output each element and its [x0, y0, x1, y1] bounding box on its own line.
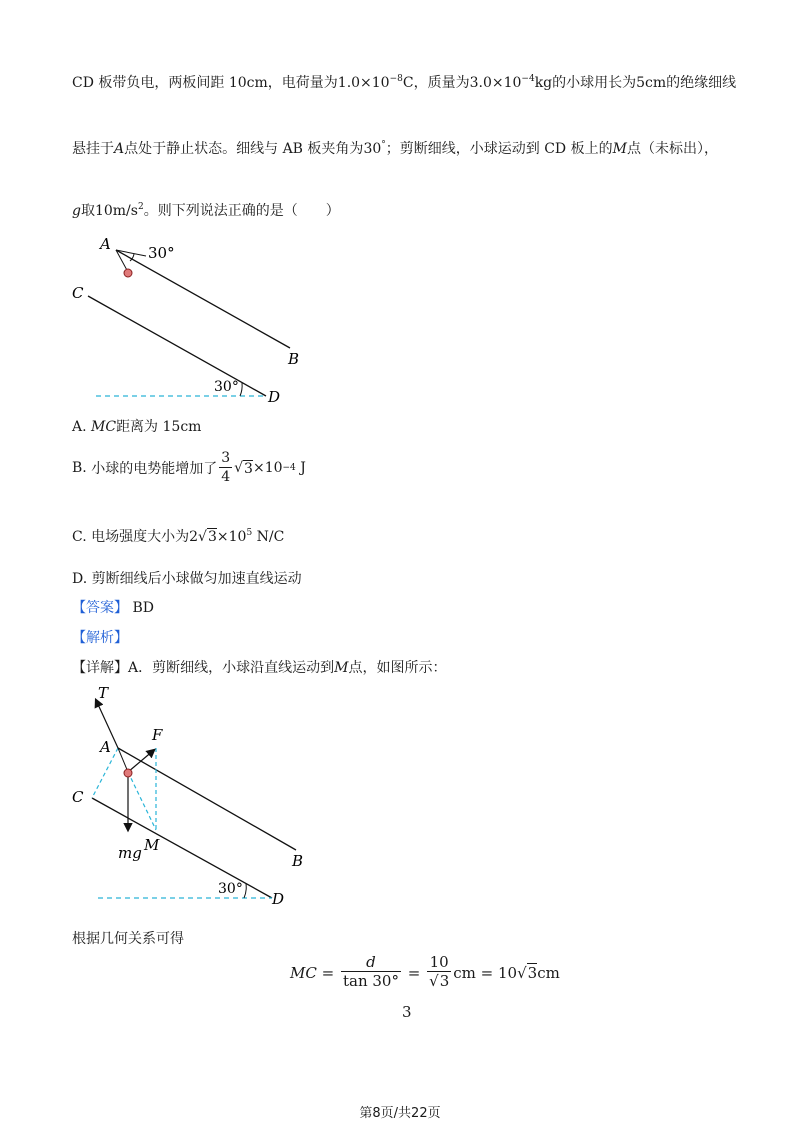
angle-arc-bottom [240, 383, 242, 396]
question-line-2: 悬挂于A点处于静止状态。细线与 AB 板夹角为30°；剪断细线，小球运动到 CD 板上的M点（未标出）， [72, 140, 718, 157]
label-m: M [144, 836, 160, 854]
label-t: T [98, 684, 109, 702]
option-c[interactable]: C. 电场强度大小为$2√3\times 10^5$ N/C [72, 528, 285, 545]
answer-value: BD [132, 600, 154, 616]
mass-value: $3.0\times 10^{-4}kg$ [469, 74, 553, 91]
label-c: C [72, 788, 84, 806]
charged-ball [124, 769, 132, 777]
plate-ab [116, 250, 290, 348]
label-d: D [272, 890, 285, 908]
label-a: A [100, 738, 111, 756]
question-line-1: CD 板带负电，两板间距 10cm，电荷量为$1.0\times 10^{-8}C$，质量为$3.0\times 10^{-4}kg$的小球用长为5cm的绝缘细线 [72, 74, 737, 91]
plate-ab [118, 748, 296, 850]
fraction-d-over-tan30: $\frac{d}{\tan 30^\circ}$ [342, 953, 399, 990]
mc-formula: MC = $\frac{d}{\tan 30^\circ}$ = $\frac{10}{√3}$ cm = 10 √ 3 cm [290, 953, 560, 990]
detail-line: 【详解】A．剪断细线，小球沿直线运动到M点，如图所示： [72, 660, 447, 676]
fraction-three-fourths: $\frac{3}{4}$ [221, 449, 231, 485]
angle-arc-bottom [244, 884, 246, 898]
label-c: C [72, 284, 84, 302]
plate-cd [88, 296, 266, 396]
answer-line: 【答案】 BD [72, 600, 154, 616]
label-b: B [288, 350, 300, 368]
option-b[interactable]: B. 小球的电势能增加了 $\frac{3}{4}$ √ 3 ×10 −4 J [72, 449, 306, 485]
charge-value: $1.0\times 10^{-8}C$ [337, 74, 414, 91]
label-f: F [152, 726, 163, 744]
answer-label: 答案 [86, 600, 114, 616]
figure-2-force-diagram [60, 680, 320, 915]
label-angle-top: 30° [148, 244, 175, 262]
label-angle-bottom: 30° [214, 379, 239, 395]
label-mg: mg [118, 844, 142, 862]
figure-1-diagram [60, 230, 320, 410]
charged-ball [124, 269, 132, 277]
force-f-arrow [128, 750, 154, 772]
geometry-text: 根据几何关系可得 [72, 931, 184, 947]
label-d: D [268, 388, 281, 406]
fraction-10-over-root3-over-3: $\frac{10}{√3}$ [429, 953, 450, 990]
option-a[interactable]: A. MC距离为 15cm [72, 419, 202, 435]
page-footer: 第8页/共22页 [359, 1106, 441, 1121]
label-angle-bottom: 30° [218, 881, 243, 897]
formula-sub-denominator: 3 [402, 1003, 412, 1021]
option-d[interactable]: D. 剪断细线后小球做匀加速直线运动 [72, 571, 302, 587]
analysis-heading: 【解析】 [72, 630, 128, 646]
label-a: A [100, 235, 111, 253]
dashed-ball-m [128, 772, 156, 830]
label-b: B [292, 852, 304, 870]
question-line-3: g取$10m/s^2$。则下列说法正确的是（ ） [72, 202, 340, 219]
